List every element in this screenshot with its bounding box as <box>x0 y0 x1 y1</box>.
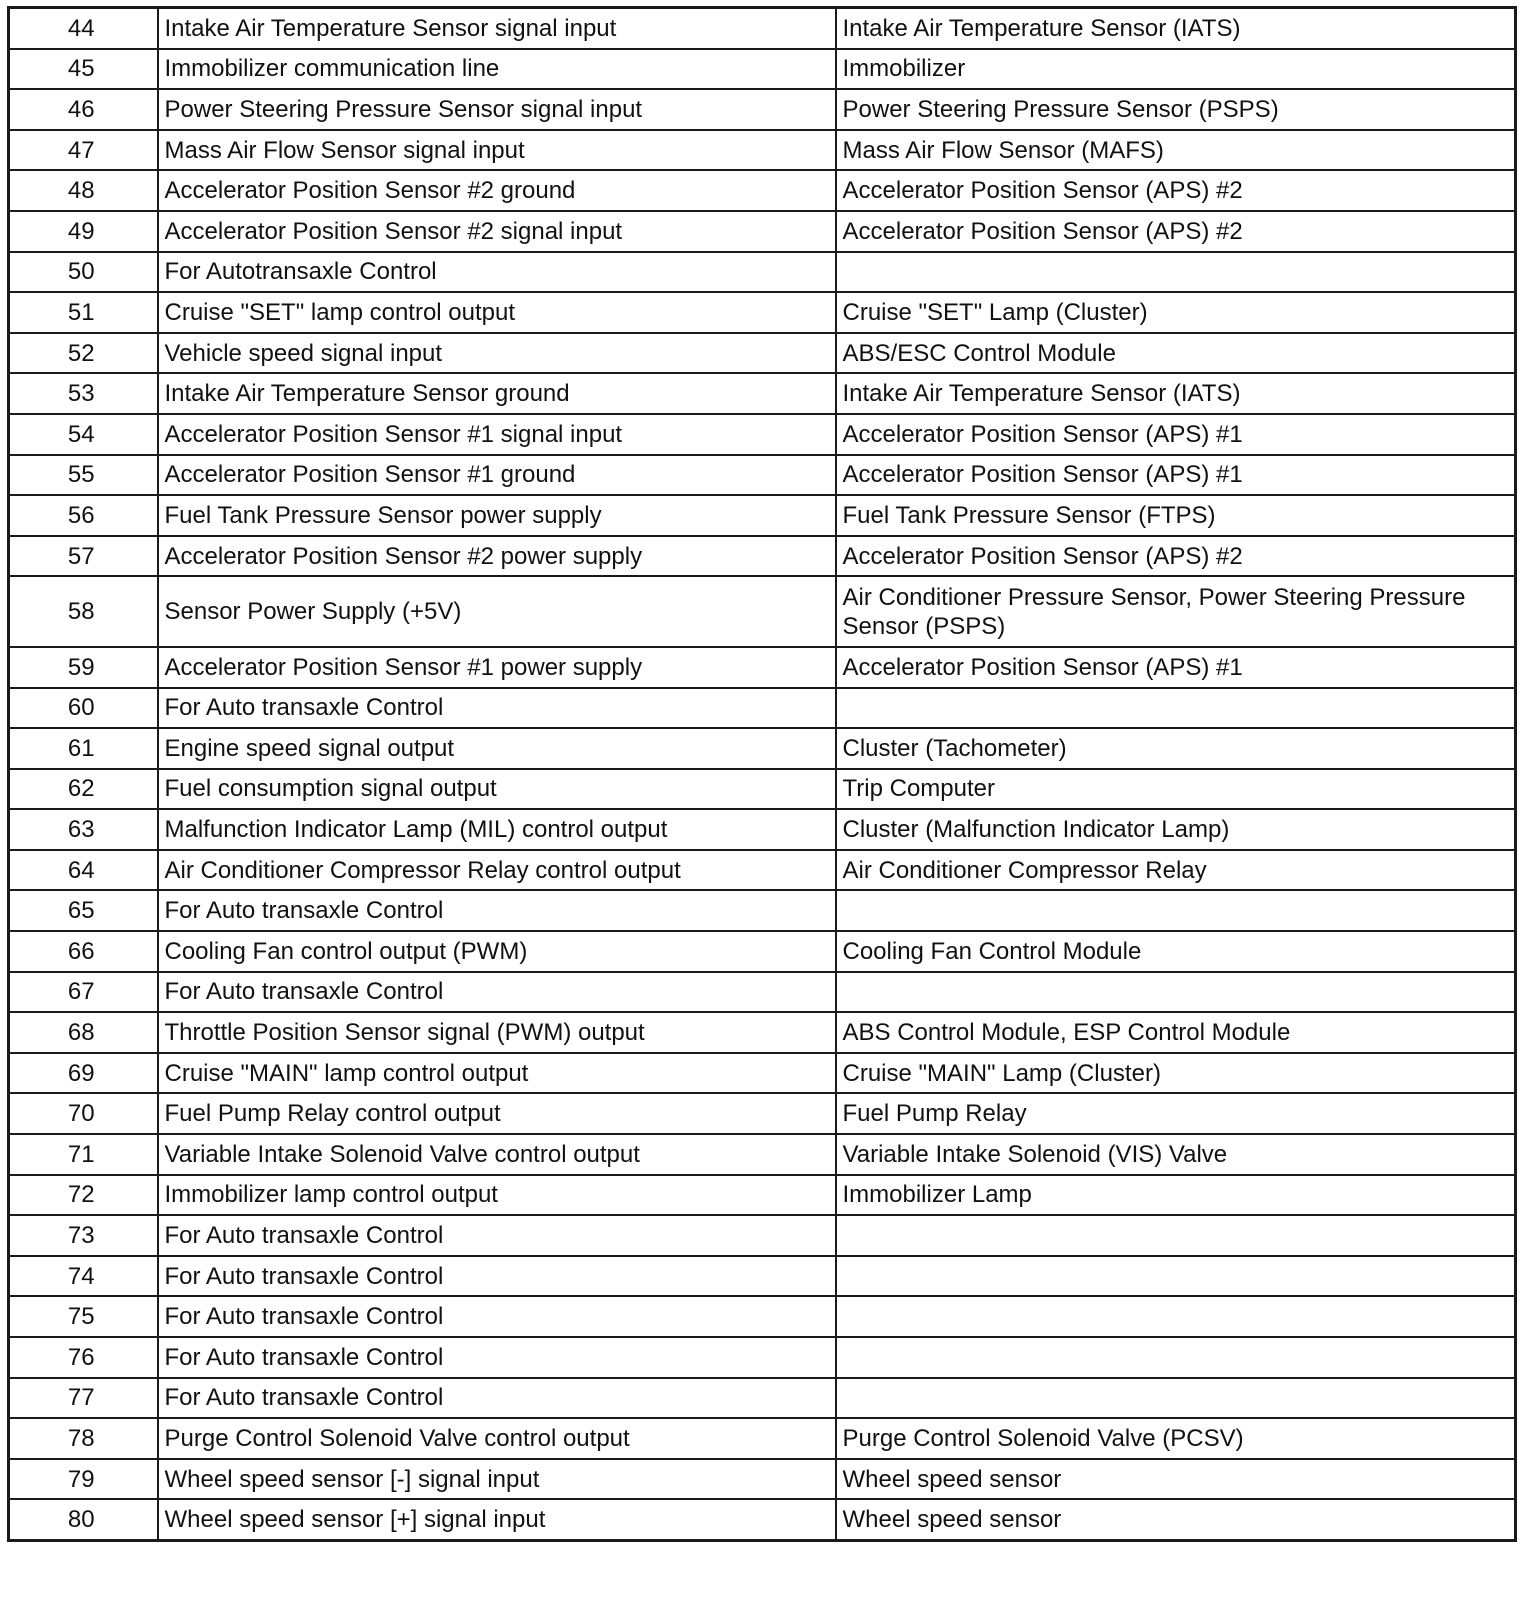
connected-component-cell <box>836 1296 1516 1337</box>
pin-number-cell: 63 <box>9 809 158 850</box>
pin-description-cell: Cruise "MAIN" lamp control output <box>158 1053 836 1094</box>
pin-number-cell: 52 <box>9 333 158 374</box>
table-row <box>9 1378 1516 1419</box>
pin-description-cell: Accelerator Position Sensor #2 power supply <box>158 536 836 577</box>
pin-number-cell: 73 <box>9 1215 158 1256</box>
pin-description-cell: For Autotransaxle Control <box>158 252 836 293</box>
connected-component-cell: Cluster (Malfunction Indicator Lamp) <box>836 809 1516 850</box>
pin-number-cell: 75 <box>9 1296 158 1337</box>
pin-description-cell: Purge Control Solenoid Valve control output <box>158 1418 836 1459</box>
connected-component-cell <box>836 252 1516 293</box>
connected-component-cell: Power Steering Pressure Sensor (PSPS) <box>836 89 1516 130</box>
pin-description-cell: Immobilizer communication line <box>158 49 836 90</box>
pin-description-cell: Engine speed signal output <box>158 728 836 769</box>
pin-description-cell: Accelerator Position Sensor #1 ground <box>158 455 836 496</box>
pin-description-cell: Accelerator Position Sensor #2 signal input <box>158 211 836 252</box>
pin-description-cell: For Auto transaxle Control <box>158 972 836 1013</box>
pin-number-cell: 69 <box>9 1053 158 1094</box>
pin-description-cell: Malfunction Indicator Lamp (MIL) control output <box>158 809 836 850</box>
table-row <box>9 1296 1516 1337</box>
connected-component-cell: Variable Intake Solenoid (VIS) Valve <box>836 1134 1516 1175</box>
connected-component-cell: Wheel speed sensor <box>836 1459 1516 1500</box>
table-row <box>9 373 1516 414</box>
pin-number-cell: 54 <box>9 414 158 455</box>
connected-component-cell: Mass Air Flow Sensor (MAFS) <box>836 130 1516 171</box>
pin-description-cell: Power Steering Pressure Sensor signal input <box>158 89 836 130</box>
connected-component-cell: Accelerator Position Sensor (APS) #1 <box>836 455 1516 496</box>
pin-description-cell: Accelerator Position Sensor #1 power supply <box>158 647 836 688</box>
pin-description-cell: For Auto transaxle Control <box>158 688 836 729</box>
pin-number-cell: 70 <box>9 1093 158 1134</box>
table-row <box>9 414 1516 455</box>
table-row <box>9 1134 1516 1175</box>
pin-description-cell: Cruise "SET" lamp control output <box>158 292 836 333</box>
table-row <box>9 809 1516 850</box>
table-row <box>9 8 1516 49</box>
pin-description-cell: Sensor Power Supply (+5V) <box>158 576 836 647</box>
connected-component-cell: Cooling Fan Control Module <box>836 931 1516 972</box>
pin-number-cell: 49 <box>9 211 158 252</box>
connected-component-cell: Accelerator Position Sensor (APS) #2 <box>836 536 1516 577</box>
table-row <box>9 1499 1516 1540</box>
pin-description-cell: For Auto transaxle Control <box>158 1296 836 1337</box>
pin-description-cell: Mass Air Flow Sensor signal input <box>158 130 836 171</box>
pin-number-cell: 65 <box>9 890 158 931</box>
table-row <box>9 647 1516 688</box>
table-row <box>9 1053 1516 1094</box>
connected-component-cell: ABS Control Module, ESP Control Module <box>836 1012 1516 1053</box>
pin-number-cell: 53 <box>9 373 158 414</box>
pin-number-cell: 59 <box>9 647 158 688</box>
pin-number-cell: 56 <box>9 495 158 536</box>
connected-component-cell: Purge Control Solenoid Valve (PCSV) <box>836 1418 1516 1459</box>
connected-component-cell: Immobilizer Lamp <box>836 1175 1516 1216</box>
connected-component-cell: Wheel speed sensor <box>836 1499 1516 1540</box>
connected-component-cell: Fuel Pump Relay <box>836 1093 1516 1134</box>
connected-component-cell <box>836 890 1516 931</box>
pin-number-cell: 79 <box>9 1459 158 1500</box>
table-row <box>9 333 1516 374</box>
table-row <box>9 89 1516 130</box>
table-row <box>9 728 1516 769</box>
pin-number-cell: 58 <box>9 576 158 647</box>
pin-number-cell: 80 <box>9 1499 158 1540</box>
table-row <box>9 576 1516 647</box>
table-row <box>9 1215 1516 1256</box>
pin-number-cell: 55 <box>9 455 158 496</box>
pin-function-table <box>7 6 1517 1542</box>
connected-component-cell <box>836 972 1516 1013</box>
connected-component-cell <box>836 688 1516 729</box>
connected-component-cell: Cluster (Tachometer) <box>836 728 1516 769</box>
pin-number-cell: 74 <box>9 1256 158 1297</box>
pin-description-cell: For Auto transaxle Control <box>158 890 836 931</box>
pin-description-cell: For Auto transaxle Control <box>158 1378 836 1419</box>
pin-number-cell: 76 <box>9 1337 158 1378</box>
pin-description-cell: Intake Air Temperature Sensor signal input <box>158 8 836 49</box>
pin-description-cell: Cooling Fan control output (PWM) <box>158 931 836 972</box>
connected-component-cell <box>836 1337 1516 1378</box>
table-row <box>9 1418 1516 1459</box>
connected-component-cell: Trip Computer <box>836 769 1516 810</box>
pin-description-cell: Vehicle speed signal input <box>158 333 836 374</box>
pin-number-cell: 64 <box>9 850 158 891</box>
connected-component-cell <box>836 1215 1516 1256</box>
table-row <box>9 170 1516 211</box>
connected-component-cell: Accelerator Position Sensor (APS) #2 <box>836 170 1516 211</box>
pin-description-cell: Variable Intake Solenoid Valve control output <box>158 1134 836 1175</box>
connected-component-cell: Accelerator Position Sensor (APS) #1 <box>836 647 1516 688</box>
pin-number-cell: 62 <box>9 769 158 810</box>
table-row <box>9 536 1516 577</box>
pin-description-cell: Immobilizer lamp control output <box>158 1175 836 1216</box>
connected-component-cell: Accelerator Position Sensor (APS) #1 <box>836 414 1516 455</box>
table-row <box>9 1012 1516 1053</box>
pin-description-cell: Accelerator Position Sensor #1 signal input <box>158 414 836 455</box>
connected-component-cell: Fuel Tank Pressure Sensor (FTPS) <box>836 495 1516 536</box>
pin-table-sheet <box>7 6 1517 1542</box>
pin-description-cell: Wheel speed sensor [-] signal input <box>158 1459 836 1500</box>
connected-component-cell: Air Conditioner Pressure Sensor, Power Steering Pressure Sensor (PSPS) <box>836 576 1516 647</box>
table-row <box>9 1093 1516 1134</box>
table-row <box>9 1337 1516 1378</box>
pin-number-cell: 45 <box>9 49 158 90</box>
pin-number-cell: 68 <box>9 1012 158 1053</box>
connected-component-cell: ABS/ESC Control Module <box>836 333 1516 374</box>
table-row <box>9 688 1516 729</box>
connected-component-cell: Cruise "SET" Lamp (Cluster) <box>836 292 1516 333</box>
pin-number-cell: 66 <box>9 931 158 972</box>
pin-number-cell: 60 <box>9 688 158 729</box>
pin-number-cell: 48 <box>9 170 158 211</box>
table-row <box>9 1256 1516 1297</box>
pin-table-body <box>9 8 1516 1541</box>
pin-number-cell: 50 <box>9 252 158 293</box>
pin-description-cell: Wheel speed sensor [+] signal input <box>158 1499 836 1540</box>
pin-number-cell: 61 <box>9 728 158 769</box>
pin-description-cell: Intake Air Temperature Sensor ground <box>158 373 836 414</box>
connected-component-cell: Immobilizer <box>836 49 1516 90</box>
pin-number-cell: 72 <box>9 1175 158 1216</box>
table-row <box>9 850 1516 891</box>
connected-component-cell: Air Conditioner Compressor Relay <box>836 850 1516 891</box>
pin-description-cell: Accelerator Position Sensor #2 ground <box>158 170 836 211</box>
table-row <box>9 252 1516 293</box>
table-row <box>9 292 1516 333</box>
table-row <box>9 890 1516 931</box>
connected-component-cell <box>836 1256 1516 1297</box>
pin-number-cell: 51 <box>9 292 158 333</box>
pin-number-cell: 44 <box>9 8 158 49</box>
connected-component-cell: Intake Air Temperature Sensor (IATS) <box>836 8 1516 49</box>
pin-description-cell: Fuel Pump Relay control output <box>158 1093 836 1134</box>
pin-description-cell: Air Conditioner Compressor Relay control output <box>158 850 836 891</box>
table-row <box>9 931 1516 972</box>
pin-number-cell: 46 <box>9 89 158 130</box>
connected-component-cell: Cruise "MAIN" Lamp (Cluster) <box>836 1053 1516 1094</box>
table-row <box>9 211 1516 252</box>
pin-description-cell: Fuel consumption signal output <box>158 769 836 810</box>
table-row <box>9 130 1516 171</box>
pin-number-cell: 47 <box>9 130 158 171</box>
pin-description-cell: Throttle Position Sensor signal (PWM) output <box>158 1012 836 1053</box>
pin-number-cell: 77 <box>9 1378 158 1419</box>
pin-description-cell: Fuel Tank Pressure Sensor power supply <box>158 495 836 536</box>
pin-number-cell: 67 <box>9 972 158 1013</box>
pin-number-cell: 71 <box>9 1134 158 1175</box>
table-row <box>9 972 1516 1013</box>
pin-number-cell: 78 <box>9 1418 158 1459</box>
pin-number-cell: 57 <box>9 536 158 577</box>
pin-description-cell: For Auto transaxle Control <box>158 1256 836 1297</box>
table-row <box>9 1175 1516 1216</box>
table-row <box>9 455 1516 496</box>
table-row <box>9 495 1516 536</box>
table-row <box>9 49 1516 90</box>
table-row <box>9 1459 1516 1500</box>
connected-component-cell <box>836 1378 1516 1419</box>
connected-component-cell: Accelerator Position Sensor (APS) #2 <box>836 211 1516 252</box>
pin-description-cell: For Auto transaxle Control <box>158 1215 836 1256</box>
table-row <box>9 769 1516 810</box>
connected-component-cell: Intake Air Temperature Sensor (IATS) <box>836 373 1516 414</box>
pin-description-cell: For Auto transaxle Control <box>158 1337 836 1378</box>
